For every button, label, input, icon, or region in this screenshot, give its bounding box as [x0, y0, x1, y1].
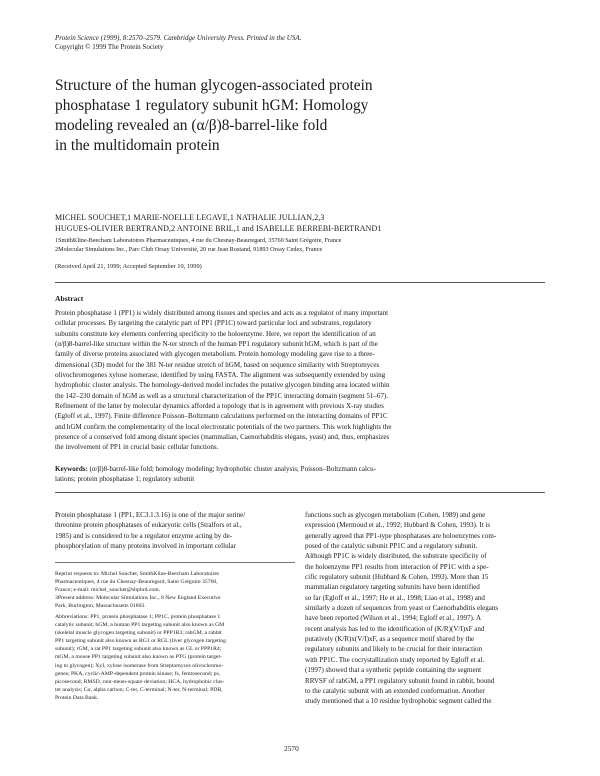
footnote-line: 3Present address: Molecular Simulations Inc., 8 New England Executive — [55, 595, 221, 602]
footnote-line: France; e-mail: michel_souchet@sbphrd.com. — [55, 587, 161, 594]
abstract-line: presence of a conserved fold among distant species (mammalian, Caenorhabditis elegans, yeast) and, thus, emphasizes — [55, 433, 390, 442]
title-line: Structure of the human glycogen-associated protein — [55, 77, 373, 94]
abstract-line: subunits constitute key elements conferring specificity to the holoenzyme. Here, we report the identification of an — [55, 329, 376, 338]
article-title — [55, 76, 525, 156]
abstract-line: and hGM confirm the complementarity of the local electrostatic potentials of the two partners. This work highlights the — [55, 422, 392, 431]
keywords-text: lations; protein phosphatase 1; regulatory subunit — [55, 475, 195, 484]
affiliation-line: 2Molecular Simulations Inc., Parc Club Orsay Université, 20 rue Jean Rostand, 91893 Orsay Cedex, France — [55, 246, 323, 253]
body-line: to the catalytic subunit with an extended conformation. Another — [305, 686, 485, 695]
footnote-line: Reprint requests to: Michel Souchet, SmithKline-Beecham Laboratoires — [55, 571, 220, 577]
body-line: cific regulatory subunit (Hubbard & Cohen, 1993). More than 15 — [305, 573, 489, 582]
footnote-line: picosecond; RMSD, root-mean-square deviation; HCA, hydrophobic clus- — [55, 678, 225, 685]
body-line: Protein phosphatase 1 (PP1, EC3.1.3.16) is one of the major serine/ — [55, 511, 246, 519]
page-number: 2570 — [284, 744, 299, 753]
body-line: so far (Egloff et al., 1997; He et al., 1998; Liao et al., 1998) and — [305, 593, 485, 602]
journal-line: Protein Science (1999), 8:2570–2579. Cambridge University Press. Printed in the USA. — [55, 34, 302, 42]
body-line: 1985) and is considered to be a regulator enzyme acting by de- — [55, 531, 233, 540]
body-line: mammalian regulatory targeting subunits have been identified — [305, 583, 480, 592]
abstract-line: (α/β)8-barrel-like structure within the N-ter stretch of the human PP1 regulatory subunit hGM, which is part of the — [55, 340, 378, 349]
footnote-line: catalytic subunit; hGM, a human PP1 targeting subunit also known as GM — [55, 622, 225, 629]
body-line: Although PP1C is widely distributed, the substrate specificity of — [305, 552, 487, 561]
footnote-line: ing to glycogen); XyI, xylose isomerase from Streptomyces olivochromo- — [55, 662, 224, 669]
title-line: in the multidomain protein — [55, 137, 220, 154]
body-line: posed of the catalytic subunit PP1C and a regulatory subunit. — [305, 542, 478, 551]
author-line: MICHEL SOUCHET,1 MARIE-NOELLE LEGAVE,1 NATHALIE JULLIAN,2,3 — [55, 213, 325, 222]
body-line: recent analysis has led to the identification of (K/R)(V/I)xF and — [305, 624, 485, 633]
journal-header — [55, 34, 301, 52]
affiliation-line: 1SmithKline-Beecham Laboratoires Pharmaceutiques, 4 rue du Chesnay-Beauregard, 35760 Saint Grégoire, France — [55, 237, 342, 244]
body-line: study mentioned that a 10 residue hydrophobic segment called the — [305, 697, 492, 706]
footnote-line: mGM, a mouse PP1 targeting subunit also known as PTG (protein target- — [55, 654, 222, 661]
body-line: regulatory subunits and likely to be crucial for their interaction — [305, 645, 483, 654]
section-divider — [55, 492, 545, 493]
abstract-heading: Abstract — [55, 294, 84, 303]
abstract-line: the 142–230 domain of hGM as well as a structural characterization of the PP1C interacting domain (segment 51–67). — [55, 391, 389, 400]
body-line: threonine protein phosphatases of eukaryotic cells (Stralfors et al., — [55, 521, 242, 530]
footnote-line: Park, Burlington, Massachusetts 01803. — [55, 603, 146, 610]
keywords-text: (α/β)8-barrel-like fold; homology modeling; hydrophobic cluster analysis; Poisson–Boltzmann calcu- — [87, 465, 377, 473]
keywords — [55, 464, 545, 485]
footnote-line: genes; PKA, cyclic-AMP-dependent protein kinase; fs, femtosecond; ps, — [55, 670, 221, 677]
body-line: with PP1C. The cocrystallization study reported by Egloff et al. — [305, 655, 485, 664]
footnote-line: Abbreviations: PP1, protein phosphatase 1; PP1C, protein phosphatase 1 — [55, 614, 221, 621]
footnote-line: subunit); rGM, a rat PP1 targeting subunit also known as GL or PPP1R4; — [55, 646, 222, 653]
author-line: HUGUES-OLIVIER BERTRAND,2 ANTOINE BRIL,1 and ISABELLE BERREBI-BERTRAND1 — [55, 224, 382, 233]
footnote-line: Protein Data Bank. — [55, 694, 99, 701]
abstract-line: cellular processes. By targeting the catalytic part of PP1 (PP1C) toward particular loci and substrates, regulatory — [55, 319, 372, 328]
footnote-line: Pharmaceutiques, 4 rue du Chesnay-Beauregard, Saint Grégoire 35760, — [55, 579, 218, 586]
abstract-line: the involvement of PP1 in crucial basic cellular functions. — [55, 443, 219, 452]
body-line: (1997) showed that a synthetic peptide containing the segment — [305, 666, 482, 675]
body-line: generally agreed that PP1-type phosphatases are holoenzymes com- — [305, 531, 497, 540]
abstract-line: Protein phosphatase 1 (PP1) is widely distributed among tissues and species and acts as a regulator of many important — [55, 309, 389, 317]
body-line: similarly a dozen of sequences from yeast or Caenorhabditis elegans — [305, 604, 499, 613]
affiliations — [55, 236, 341, 254]
body-line: RRVSF of rabGM, a PP1 regulatory subunit found in rabbit, bound — [305, 676, 495, 685]
abstract-line: dimensional (3D) model for the 381 N-ter residue stretch of hGM, based on sequence similarity with Streptomyces — [55, 360, 380, 369]
body-line: the holoenzyme PP1 results from interaction of PP1C with a spe- — [305, 562, 489, 571]
body-line: expression (Mermoud et al., 1992; Hubbard & Cohen, 1993). It is — [305, 521, 491, 530]
footnote-line: (skeletal muscle glycogen targeting subunit) or PPP1R3; rabGM, a rabbit — [55, 630, 222, 637]
body-line: putatively (K/R)x(V/I)xF, as a sequence motif shared by the — [305, 635, 475, 644]
body-line: functions such as glycogen metabolism (Cohen, 1989) and gene — [305, 511, 486, 519]
footnote-divider — [55, 562, 295, 563]
abstract-line: family of diverse proteins associated with glycogen metabolism. Protein homology modeling gave rise to a three- — [55, 350, 375, 359]
copyright-line: Copyright © 1999 The Protein Society — [55, 43, 164, 51]
body-left-column — [55, 510, 295, 551]
abstract-line: hydrophobic cluster analysis. The homology-derived model includes the putative glycogen binding area located within — [55, 381, 390, 390]
abstract-line: Refinement of the latter by molecular dynamics afforded a topology that is in agreement with previous X-ray studies — [55, 402, 384, 411]
abstract-line: (Egloff et al., 1997). Finite difference Poisson–Boltzmann calculations performed on the interacting domains of PP1C — [55, 412, 388, 421]
body-line: phosphorylation of many proteins involved in important cellular — [55, 542, 237, 551]
body-right-column — [305, 510, 545, 707]
footnotes — [55, 570, 300, 702]
footnote-line: PP1 targeting subunit also known as RG1 or RGL (liver glycogen targeting — [55, 638, 226, 645]
abstract-line: olivochromogenes xylose isomerase, identified by using FASTA. The alignment was subsequently extended by using — [55, 371, 386, 380]
title-line: phosphatase 1 regulatory subunit hGM: Homology — [55, 97, 369, 114]
title-line: modeling revealed an (α/β)8-barrel-like fold — [55, 117, 328, 134]
received-dates: (Received April 21, 1999; Accepted September 10, 1999) — [55, 263, 202, 270]
author-list — [55, 212, 555, 234]
section-divider — [55, 282, 545, 283]
keywords-label: Keywords: — [55, 465, 88, 473]
footnote-line: ter analysis; Cα, alpha carbon; C-ter, C-terminal; N-ter, N-terminal; PDB, — [55, 686, 223, 693]
abstract-body — [55, 308, 545, 453]
body-line: have been reported (Wilson et al., 1994; Egloff et al., 1997). A — [305, 614, 482, 623]
